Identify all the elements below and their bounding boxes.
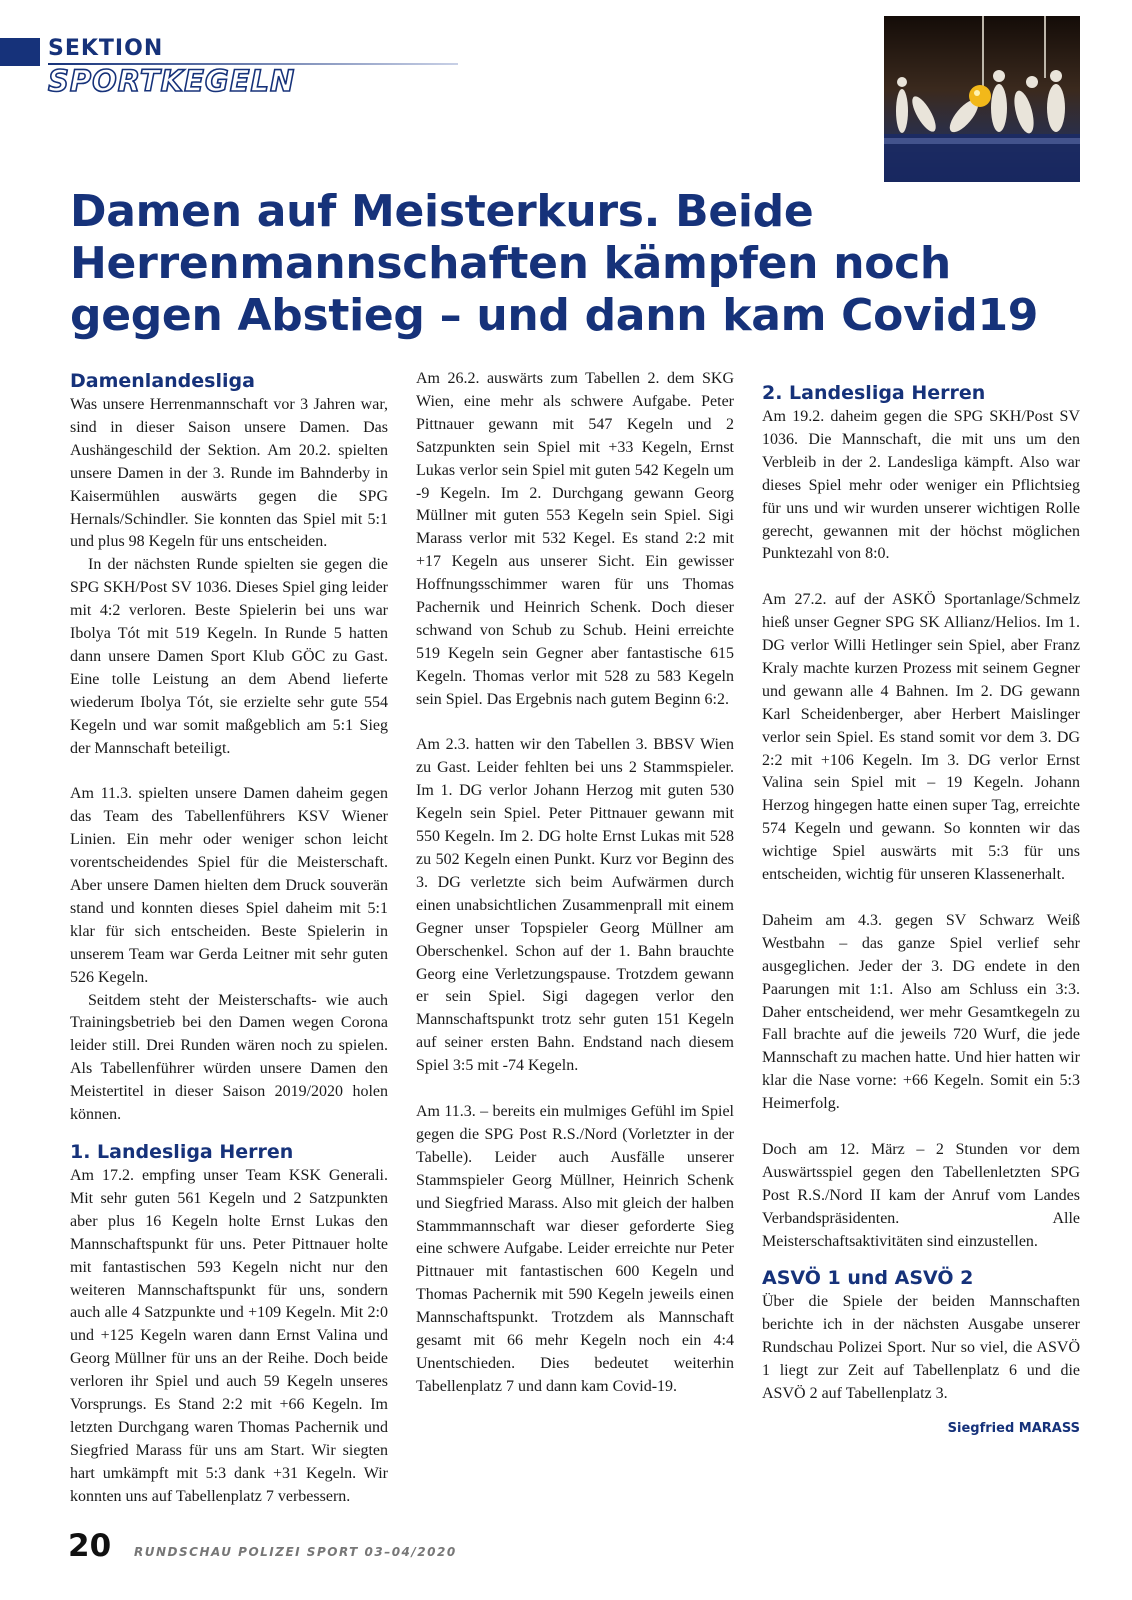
paragraph: Doch am 12. März – 2 Stunden vor dem Auswärtsspiel gegen den Tabellenletzten SPG Post R.S./Nord II kam der Anruf vom Landes Verbandspräsidenten. Alle Meisterschaftsaktivitäten sind einzustellen. bbox=[762, 1140, 1080, 1250]
damen-heading: Damenlandesliga bbox=[70, 370, 255, 392]
paragraph: Am 19.2. daheim gegen die SPG SKH/Post SV 1036. Die Mannschaft, die mit uns um den Verbleib in der 2. Landesliga kämpft. Also war dieses Spiel mehr oder weniger ein Pflichtsieg für uns und wir wurden unserer wichtigen Rolle gerecht, gewannen mit der höchst möglichen Punktezahl von 8:0. bbox=[762, 408, 1080, 563]
magazine-name: RUNDSCHAU POLIZEI SPORT 03–04/2020 bbox=[134, 1545, 457, 1559]
page-title: Damen auf Meisterkurs. Beide Herrenmannschaften kämpfen noch gegen Abstieg – und dann kam Covid19 bbox=[70, 186, 1039, 341]
paragraph: Am 17.2. empfing unser Team KSK Generali. Mit sehr guten 561 Kegeln und 2 Satzpunkten aber plus 16 Kegeln holte Ernst Lukas den Mannschaftspunkt für uns. Peter Pittnauer holte mit fantastischen 593 Kegeln nicht nur den weiteren Mannschaftspunkt für uns, sondern auch alle 4 Satzpunkte und +109 Kegeln. Mit 2:0 und +125 Kegeln waren dann Ernst Valina und Georg Müllner für uns an der Reihe. Doch beide verloren ihr Spiel und auch 59 Kegeln unseres Vorsprungs. Es Stand 2:2 mit +66 Kegeln. Im letzten Durchgang waren Thomas Pachernik und Siegfried Marass für uns am Start. Wir siegten hart umkämpft mit 5:3 dank +31 Kegeln. Wir konnten uns auf Tabellenplatz 7 verbessern. bbox=[70, 1166, 388, 1505]
paragraph: Über die Spiele der beiden Mannschaften berichte ich in der nächsten Ausgabe unserer Rundschau Polizei Sport. Nur so viel, die ASVÖ 1 liegt zur Zeit auf Tabellenplatz 6 und die ASVÖ 2 auf Tabellenplatz 3. bbox=[762, 1293, 1080, 1403]
bowling-pins-photo bbox=[884, 16, 1080, 182]
article-column-2 bbox=[416, 368, 734, 1399]
paragraph: Am 11.3. – bereits ein mulmiges Gefühl im Spiel gegen die SPG Post R.S./Nord (Vorletzter in der Tabelle). Leider auch Ausfälle unserer Stammspieler Georg Müllner, Heinrich Schenk und Siegfried Marass. Also mit gleich der halben Stammmannschaft war dieser geforderte Sieg eine schwere Aufgabe. Leider erreichte nur Peter Pittnauer mit fantastischen 600 Kegeln und Thomas Pachernik mit 590 Kegeln jeweils einen Mannschaftspunkt. Trotzdem als Mannschaft gesamt mit 66 mehr Kegeln noch ein 4:4 Unentschieden. Dies bedeutet weiterhin Tabellenplatz 7 und dann kam Covid-19. bbox=[416, 1102, 734, 1395]
paragraph: Am 2.3. hatten wir den Tabellen 3. BBSV Wien zu Gast. Leider fehlten bei uns 2 Stammspieler. Im 1. DG verlor Johann Herzog mit guten 530 Kegeln sein Spiel. Peter Pittnauer gewann mit 550 Kegeln. Im 2. DG holte Ernst Lukas mit 528 zu 502 Kegeln einen Punkt. Kurz vor Beginn des 3. DG verletzte sich beim Aufwärmen durch einen unabsichtlichen Zusammenprall mit einem Gegner unser Topspieler Georg Müllner am Oberschenkel. Schon auf der 1. Bahn brauchte Georg eine Verletzungspause. Trotzdem gewann er sein Spiel. Sigi dagegen verlor den Mannschaftspunkt trotz sehr guten 151 Kegeln auf seiner ersten Bahn. Endstand nach diesem Spiel 3:5 mit -74 Kegeln. bbox=[416, 736, 734, 1075]
landesliga2-heading: 2. Landesliga Herren bbox=[762, 382, 986, 404]
paragraph: Daheim am 4.3. gegen SV Schwarz Weiß Westbahn – das ganze Spiel verlief sehr ausgeglichen. Jeder der 3. DG endete in den Paarungen mit 1:1. Also am Schluss ein 3:3. Daher entscheidend, wer mehr Gesamtkegeln zu Fall brachte auf die jeweils 720 Wurf, die jede Mannschaft zu machen hatte. Und hier hatten wir klar die Nase vorne: +66 Kegeln. Somit ein 5:3 Heimerfolg. bbox=[762, 911, 1080, 1113]
section-name: SPORTKEGELN bbox=[48, 64, 296, 98]
paragraph: Am 11.3. spielten unsere Damen daheim gegen das Team des Tabellenführers KSV Wiener Linien. Ein mehr oder weniger schon leicht vorentscheidendes Spiel für die Meisterschaft. Aber unsere Damen hielten dem Druck souverän stand und konnten dieses Spiel daheim mit 5:1 klar für sich entscheiden. Beste Spielerin in unserem Team war Gerda Leitner mit sehr guten 526 Kegeln. bbox=[70, 785, 388, 986]
section-corner-bar bbox=[0, 38, 40, 66]
page-number: 20 bbox=[68, 1528, 112, 1564]
landesliga1-heading: 1. Landesliga Herren bbox=[70, 1140, 294, 1163]
paragraph: Was unsere Herrenmannschaft vor 3 Jahren war, sind in dieser Saison unsere Damen. Das Aushängeschild der Sektion. Am 20.2. spielten unsere Damen in der 3. Runde im Bahnderby in Kaisermühlen auswärts gegen die SPG Hernals/Schindler. Sie konnten das Spiel mit 5:1 und plus 98 Kegeln für uns entscheiden. bbox=[70, 396, 388, 551]
paragraph: Am 27.2. auf der ASKÖ Sportanlage/Schmelz hieß unser Gegner SPG SK Allianz/Helios. Im 1. DG verlor Willi Hetlinger sein Spiel, aber Franz Kraly machte kurzen Prozess mit seinem Gegner und gewann alle 4 Bahnen. Im 2. DG gewann Karl Scheidenberger, aber Herbert Maislinger verlor sein Spiel. Es stand somit vor dem 3. DG 2:2 mit +106 Kegeln. Im 3. DG verlor Ernst Valina sein Spiel mit – 19 Kegeln. Johann Herzog hingegen hatte einen super Tag, erreichte 574 Kegeln und gewann. So konnten wir das wichtige Spiel auswärts mit 5:3 für uns entscheiden, wichtig für unseren Klassenerhalt. bbox=[762, 591, 1080, 884]
article-column-1 bbox=[70, 368, 388, 1509]
paragraph: Seitdem steht der Meisterschafts- wie auch Trainingsbetrieb bei den Damen wegen Corona leider still. Drei Runden wären noch zu spielen. Als Tabellenführer würden unsere Damen den Meistertitel in dieser Saison 2019/2020 holen können. bbox=[70, 991, 388, 1124]
author: Siegfried MARASS bbox=[947, 1421, 1080, 1437]
section-label: SEKTION bbox=[48, 36, 164, 61]
article-column-3 bbox=[762, 368, 1080, 1441]
paragraph: In der nächsten Runde spielten sie gegen die SPG SKH/Post SV 1036. Dieses Spiel ging leider mit 4:2 verloren. Beste Spielerin bei uns war Ibolya Tót mit 519 Kegeln. In Runde 5 hatten dann unsere Damen Sport Klub GÖC zu Gast. Eine tolle Leistung an dem Abend lieferte wiederum Ibolya Tót, sie erzielte sehr gute 554 Kegeln und war somit maßgeblich am 5:1 Sieg der Mannschaft beteiligt. bbox=[70, 556, 388, 757]
paragraph: Am 26.2. auswärts zum Tabellen 2. dem SKG Wien, eine mehr als schwere Aufgabe. Peter Pittnauer gewann mit 547 Kegeln und 2 Satzpunkten sein Spiel mit +33 Kegeln, Ernst Lukas verlor sein Spiel mit guten 542 Kegeln um -9 Kegeln. Im 2. Durchgang gewann Georg Müllner mit guten 553 Kegeln sein Spiel. Sigi Marass verlor mit 532 Kegel. Es stand 2:2 mit +17 Kegeln aus unserer Sicht. Ein gewisser Hoffnungsschimmer waren für uns Thomas Pachernik und Heinrich Schenk. Doch dieser schwand von Schub zu Schub. Heini erreichte 519 Kegeln sein Gegner aber fantastische 615 Kegeln. Thomas verlor mit 528 zu 583 Kegeln sein Spiel. Das Ergebnis nach gutem Beginn 6:2. bbox=[416, 370, 734, 708]
asvo-heading: ASVÖ 1 und ASVÖ 2 bbox=[762, 1267, 974, 1290]
